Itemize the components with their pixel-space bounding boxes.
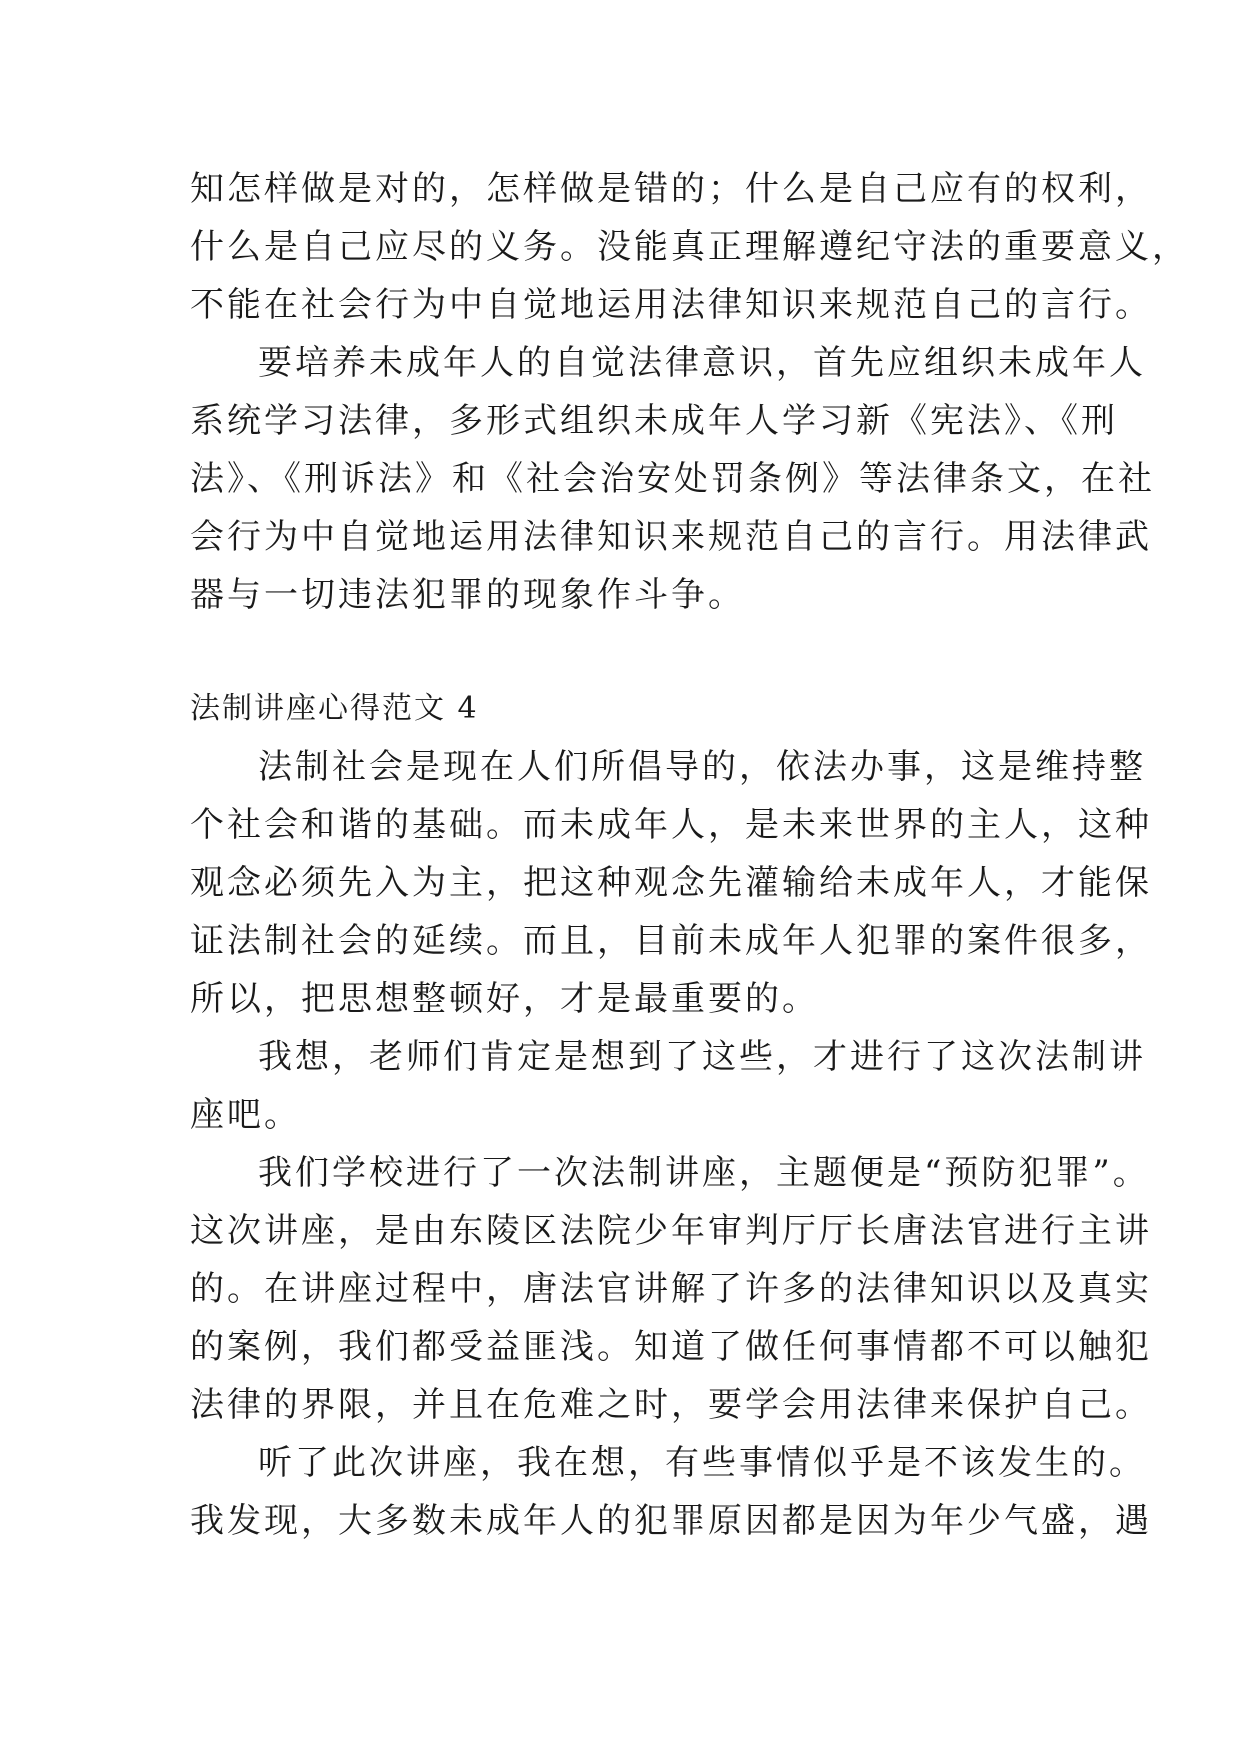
paragraph-line: 听了此次讲座，我在想，有些事情似乎是不该发生的。 bbox=[258, 1443, 1146, 1483]
paragraph-line: 证法制社会的延续。而且，目前未成年人犯罪的案件很多， bbox=[190, 921, 1152, 961]
paragraph-line: 法律的界限，并且在危难之时，要学会用法律来保护自己。 bbox=[190, 1385, 1152, 1425]
paragraph-line: 这次讲座，是由东陵区法院少年审判厅厅长唐法官进行主讲 bbox=[190, 1211, 1152, 1251]
paragraph-line: 的。在讲座过程中，唐法官讲解了许多的法律知识以及真实 bbox=[190, 1269, 1152, 1309]
paragraph-line: 观念必须先入为主，把这种观念先灌输给未成年人，才能保 bbox=[190, 863, 1152, 903]
paragraph-line: 法制社会是现在人们所倡导的，依法办事，这是维持整 bbox=[258, 747, 1146, 787]
paragraph-line: 座吧。 bbox=[190, 1095, 301, 1135]
paragraph-line: 我想，老师们肯定是想到了这些，才进行了这次法制讲 bbox=[258, 1037, 1146, 1077]
paragraph-line: 器与一切违法犯罪的现象作斗争。 bbox=[190, 575, 745, 615]
paragraph-line: 我们学校进行了一次法制讲座，主题便是“预防犯罪”。 bbox=[258, 1153, 1150, 1193]
paragraph-4 bbox=[190, 1028, 1146, 1144]
paragraph-line: 的案例，我们都受益匪浅。知道了做任何事情都不可以触犯 bbox=[190, 1327, 1152, 1367]
paragraph-line: 法》、《刑诉法》和《社会治安处罚条例》等法律条文，在社 bbox=[190, 459, 1155, 499]
paragraph-line: 我发现，大多数未成年人的犯罪原因都是因为年少气盛，遇 bbox=[190, 1501, 1152, 1541]
paragraph-2 bbox=[190, 334, 1155, 624]
paragraph-6 bbox=[190, 1434, 1152, 1550]
paragraph-line: 什么是自己应尽的义务。没能真正理解遵纪守法的重要意义， bbox=[190, 227, 1189, 267]
paragraph-3 bbox=[190, 738, 1152, 1028]
paragraph-line: 不能在社会行为中自觉地运用法律知识来规范自己的言行。 bbox=[190, 285, 1152, 325]
section-heading-text: 法制讲座心得范文 4 bbox=[190, 691, 479, 726]
paragraph-line: 会行为中自觉地运用法律知识来规范自己的言行。用法律武 bbox=[190, 517, 1152, 557]
paragraph-1 bbox=[190, 160, 1189, 334]
paragraph-line: 所以，把思想整顿好，才是最重要的。 bbox=[190, 979, 819, 1019]
paragraph-5 bbox=[190, 1144, 1152, 1434]
paragraph-line: 要培养未成年人的自觉法律意识，首先应组织未成年人 bbox=[258, 343, 1146, 383]
paragraph-line: 系统学习法律，多形式组织未成年人学习新《宪法》、《刑 bbox=[190, 401, 1118, 441]
paragraph-line: 知怎样做是对的，怎样做是错的；什么是自己应有的权利， bbox=[190, 169, 1152, 209]
section-heading bbox=[190, 680, 1080, 738]
paragraph-line: 个社会和谐的基础。而未成年人，是未来世界的主人，这种 bbox=[190, 805, 1152, 845]
